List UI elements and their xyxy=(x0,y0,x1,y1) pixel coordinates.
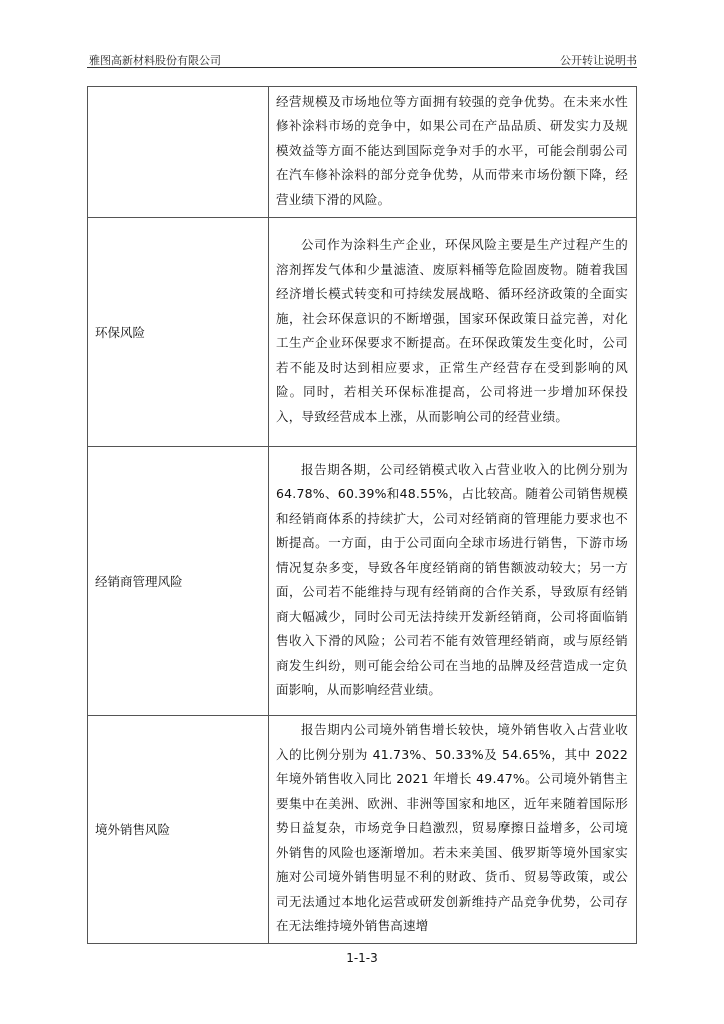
risk-name-cell: 经销商管理风险 xyxy=(88,447,269,716)
risk-description-cell xyxy=(269,447,637,716)
page-header xyxy=(87,52,637,68)
risk-description-text: 经营规模及市场地位等方面拥有较强的竞争优势。在未来水性修补涂料市场的竞争中，如果公司在产品品质、研发实力及规模效益等方面不能达到国际竞争对手的水平，可能会削弱公司在汽车修补涂料的部分竞争优势，从而带来市场份额下降，经营业绩下滑的风险。 xyxy=(276,93,628,207)
risk-name-cell xyxy=(88,87,269,218)
table-row xyxy=(88,87,637,218)
risk-factors-table xyxy=(87,86,637,944)
table-row xyxy=(88,218,637,447)
risk-description-text: 报告期内公司境外销售增长较快，境外销售收入占营业收入的比例分别为 41.73%、50.33%及 54.65%，其中 2022 年境外销售收入同比 2021 年增长 49.47%。公司境外销售主要集中在美洲、欧洲、非洲等国家和地区，近年来随着国际形势日益复杂，市场竞争日趋激烈，贸易摩擦日益增多，公司境外销售的风险也逐渐增加。若未来美国、俄罗斯等境外国家实施对公司境外销售明显不利的财政、货币、贸易等政策，或公司无法通过本地化运营或研发创新维持产品竞争优势，公司存在无法维持境外销售高速增 xyxy=(276,722,628,933)
risk-name-cell: 境外销售风险 xyxy=(88,716,269,944)
risk-description-text: 报告期各期，公司经销模式收入占营业收入的比例分别为64.78%、60.39%和48.55%，占比较高。随着公司销售规模和经销商体系的持续扩大，公司对经销商的管理能力要求也不断提高。一方面，由于公司面向全球市场进行销售，下游市场情况复杂多变，导致各年度经销商的销售额波动较大；另一方面，公司若不能维持与现有经销商的合作关系，导致原有经销商大幅减少，同时公司无法持续开发新经销商，公司将面临销售收入下滑的风险；公司若不能有效管理经销商，或与原经销商发生纠纷，则可能会给公司在当地的品牌及经营造成一定负面影响，从而影响经营业绩。 xyxy=(276,461,628,697)
risk-description-text: 公司作为涂料生产企业，环保风险主要是生产过程产生的溶剂挥发气体和少量滤渣、废原料桶等危险固废物。随着我国经济增长模式转变和可持续发展战略、循环经济政策的全面实施，社会环保意识的不断增强，国家环保政策日益完善，对化工生产企业环保要求不断提高。在环保政策发生变化时，公司若不能及时达到相应要求，正常生产经营存在受到影响的风险。同时，若相关环保标准提高，公司将进一步增加环保投入，导致经营成本上涨，从而影响公司的经营业绩。 xyxy=(276,237,628,424)
risk-description-cell xyxy=(269,218,637,447)
page-number: 1-1-3 xyxy=(346,951,378,965)
table-row xyxy=(88,447,637,716)
risk-description-cell xyxy=(269,716,637,944)
header-document-title: 公开转让说明书 xyxy=(560,54,637,67)
risk-name-cell: 环保风险 xyxy=(88,218,269,447)
risk-description-cell xyxy=(269,87,637,218)
header-company-name: 雅图高新材料股份有限公司 xyxy=(89,54,221,67)
header-divider xyxy=(87,67,637,68)
table-row xyxy=(88,716,637,944)
